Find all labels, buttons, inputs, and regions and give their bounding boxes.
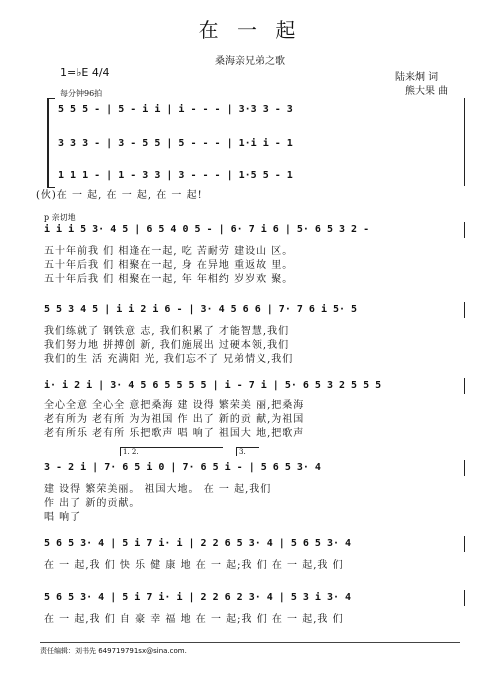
system-7-notes: 5 6 5 3· 4 | 5 i 7 i· i | 2 2 6 2 3· 4 | 5 3 i 3· 4 xyxy=(44,592,352,603)
system-6-notes: 5 6 5 3· 4 | 5 i 7 i· i | 2 2 6 5 3· 4 | 5 6 5 3· 4 xyxy=(44,538,352,549)
composer-credit: 熊大果 曲 xyxy=(405,86,449,97)
key-signature: 1=♭E 4/4 xyxy=(60,66,110,79)
voice-3-notes: 1 1 1 - | 1 - 3 3 | 3 - - - | 1·5 5 - 1 xyxy=(58,170,293,181)
tempo-marking: 每分钟96拍 xyxy=(60,89,103,98)
system-4-lyric-3: 老有所乐 老有所 乐把歌声 唱 响了 祖国大 地,把歌声 xyxy=(44,428,305,439)
system-4-notes: i· i 2 i | 3· 4 5 6 5 5 5 5 | i - 7 i | 5· 6 5 3 2 5 5 5 xyxy=(44,380,382,391)
system-5-lyric-2: 作 出了 新的贡献。 xyxy=(44,498,141,509)
system-4-end-barline xyxy=(464,378,465,394)
volta-1-2: 1. 2. xyxy=(120,447,223,456)
system-7-lyrics: 在 一 起,我 们 自 豪 幸 福 地 在 一 起;我 们 在 一 起,我 们 xyxy=(44,614,344,625)
voice-1-notes: 5 5 5 - | 5 - i i | i - - - | 3·3 3 - 3 xyxy=(58,104,293,115)
volta-3: 3. xyxy=(236,447,259,456)
system-4-lyric-2: 老有所为 老有所 为为祖国 作 出了 新的贡 献,为祖国 xyxy=(44,414,305,425)
system-2-end-barline xyxy=(464,222,465,238)
voice-2-notes: 3 3 3 - | 3 - 5 5 | 5 - - - | 1·i i - 1 xyxy=(58,138,293,149)
song-title: 在 一 起 xyxy=(198,18,302,42)
system-1-end-barline xyxy=(464,98,465,186)
system-2-lyric-3: 五十年后我 们 相聚在一起, 年 年相约 岁岁欢 聚。 xyxy=(44,274,294,285)
system-6-end-barline xyxy=(464,536,465,552)
system-2-notes: i i i 5 3· 4 5 | 6 5 4 0 5 - | 6· 7 i 6 | 5· 6 5 3 2 - xyxy=(44,224,370,235)
system-3-end-barline xyxy=(464,302,465,318)
system-5-lyric-3: 唱 响了 xyxy=(44,512,82,523)
system-5-end-barline xyxy=(464,460,465,476)
system-2-lyric-1: 五十年前我 们 相逢在一起, 吃 苦耐劳 建设山 区。 xyxy=(44,246,294,257)
system-bracket xyxy=(47,98,55,188)
system-3-lyric-3: 我们的生 活 充满阳 光, 我们忘不了 兄弟情义,我们 xyxy=(44,354,294,365)
system-5-lyric-1: 建 设得 繁荣美丽。 祖国大地。 在 一 起,我们 xyxy=(44,484,272,495)
song-subtitle: 桑海亲兄弟之歌 xyxy=(215,56,285,67)
lyricist-credit: 陆来炯 词 xyxy=(395,72,439,83)
system-3-notes: 5 5 3 4 5 | i i 2 i 6 - | 3· 4 5 6 6 | 7· 7 6 i 5· 5 xyxy=(44,304,358,315)
system-7-end-barline xyxy=(464,590,465,606)
dynamic-marking: p 亲切地 xyxy=(44,213,76,222)
footer-divider xyxy=(40,642,460,643)
system-6-lyrics: 在 一 起,我 们 快 乐 健 康 地 在 一 起;我 们 在 一 起,我 们 xyxy=(44,560,344,571)
system-2-lyric-2: 五十年后我 们 相聚在一起, 身 在异地 重返故 里。 xyxy=(44,260,294,271)
system-3-lyric-2: 我们努力地 拼搏创 新, 我们施展出 过硬本领,我们 xyxy=(44,340,290,351)
system-3-lyric-1: 我们练就了 钢铁意 志, 我们积累了 才能智慧,我们 xyxy=(44,326,290,337)
footer-editor: 责任编辑：刘书先 649719791sx@sina.com. xyxy=(40,647,187,655)
system-4-lyric-1: 全心全意 全心全 意把桑海 建 设得 繁荣美 丽,把桑海 xyxy=(44,400,305,411)
system-5-notes: 3 - 2 i | 7· 6 5 i 0 | 7· 6 5 i - | 5 6 5 3· 4 xyxy=(44,462,321,473)
system-1-lyrics: (伙)在 一 起, 在 一 起, 在 一 起! xyxy=(36,190,203,201)
